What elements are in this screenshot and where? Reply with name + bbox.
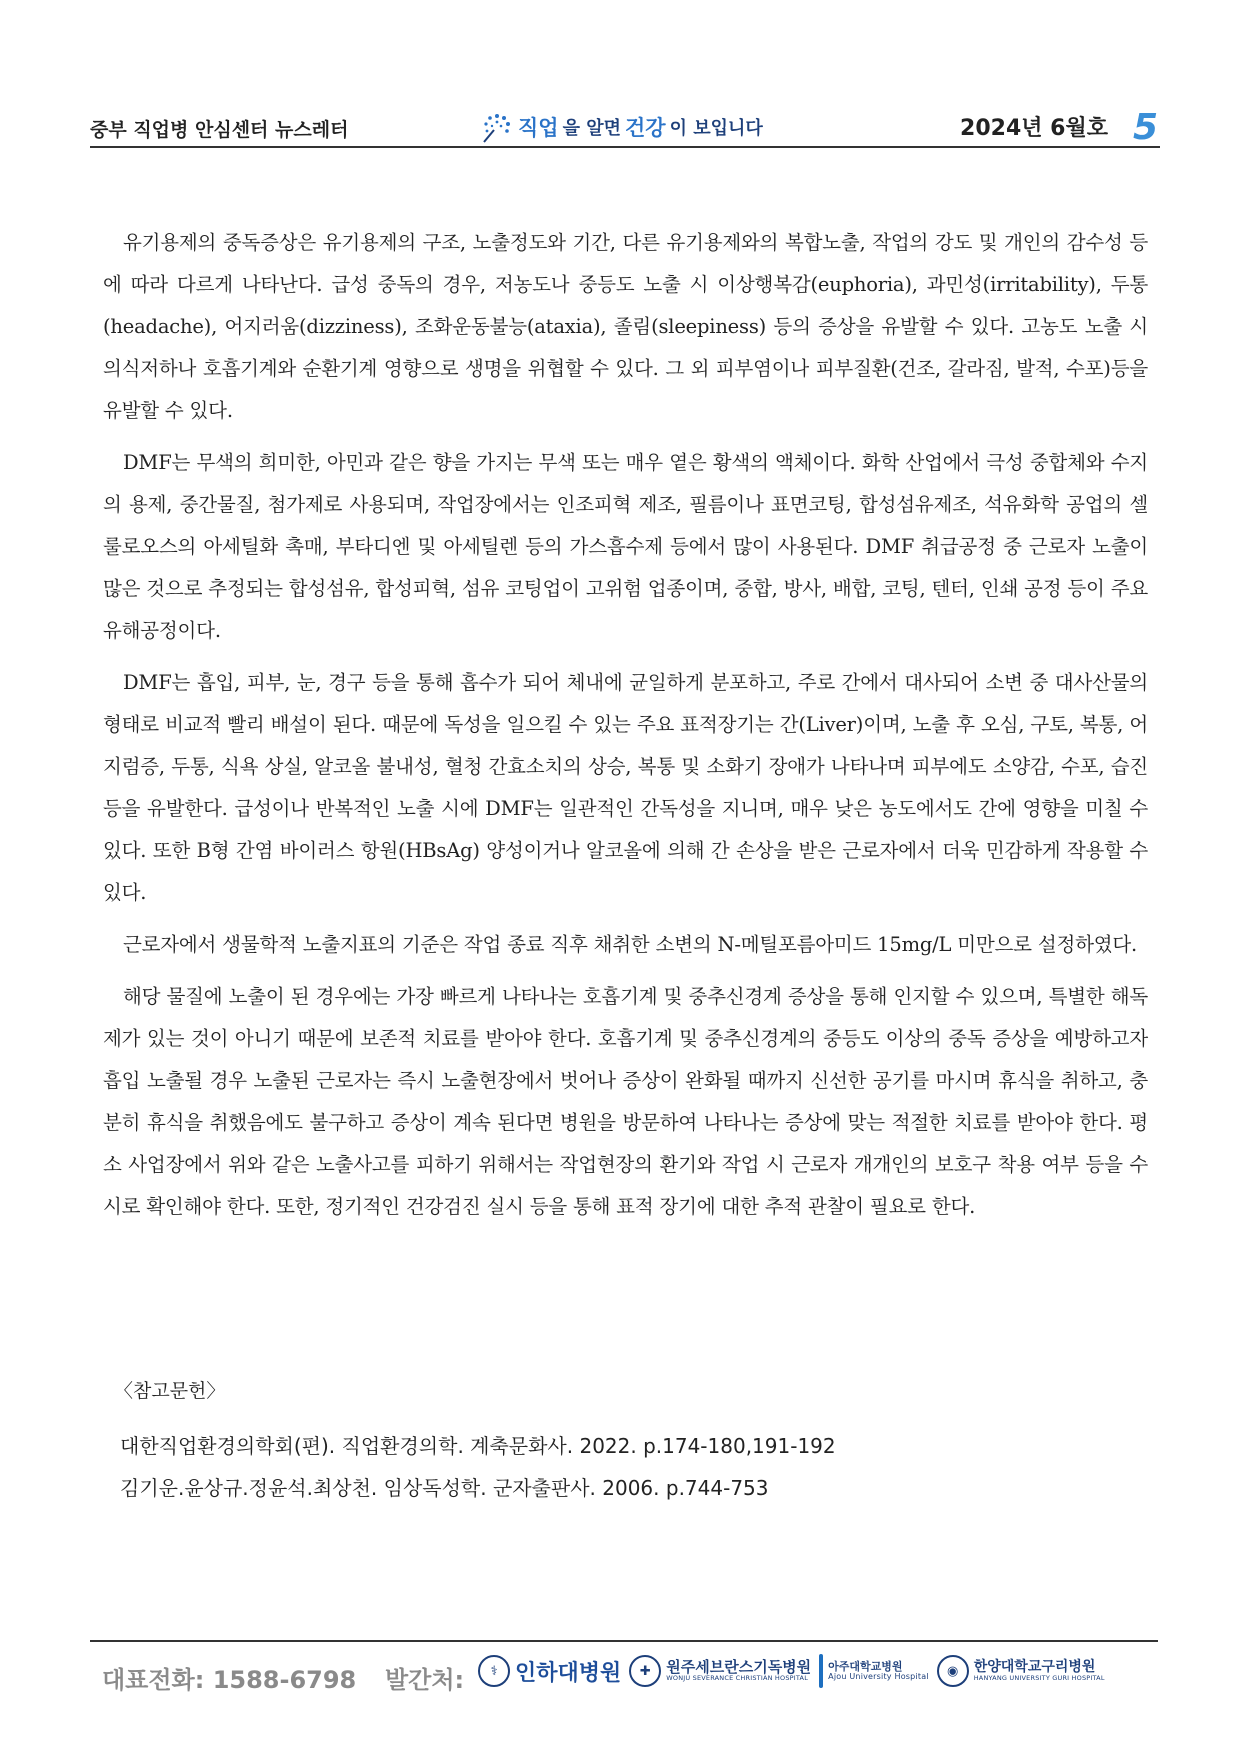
wonju-hospital-name-en: WONJU SEVERANCE CHRISTIAN HOSPITAL	[666, 1674, 809, 1683]
reference-item: 김기운.윤상규.정윤석.최상천. 임상독성학. 군자출판사. 2006. p.744-753	[120, 1476, 769, 1500]
slogan-word-health: 건강	[625, 116, 666, 140]
paragraph-exposure-index: 근로자에서 생물학적 노출지표의 기준은 작업 종료 직후 채취한 소변의 N-메틸포름아미드 15mg/L 미만으로 설정하였다.	[123, 933, 1138, 956]
page-header	[90, 100, 1160, 148]
hanyang-emblem-icon: ◉	[937, 1655, 969, 1687]
issue-date: 2024년 6월호	[960, 116, 1108, 141]
page-footer	[90, 1640, 1158, 1704]
slogan-word-job: 직업	[518, 116, 559, 140]
inha-hospital-logo	[478, 1655, 621, 1687]
phone-contact	[102, 1660, 356, 1695]
publisher-label: 발간처:	[385, 1666, 465, 1694]
paragraph-solvent-symptoms: 유기용제의 중독증상은 유기용제의 구조, 노출정도와 기간, 다른 유기용제와의 복합노출, 작업의 강도 및 개인의 감수성 등에 따라 다르게 나타난다. 급성 중독의 경우, 저농도나 중등도 노출 시 이상행복감(euphoria), 과민성(irritability), 두통(headache), 어지러움(dizziness), 조화운동불능(ataxia), 졸림(sleepiness) 등의 증상을 유발할 수 있다. 고농도 노출 시 의식저하나 호흡기계와 순환기계 영향으로 생명을 위협할 수 있다. 그 외 피부염이나 피부질환(건조, 갈라짐, 발적, 수포)등을 유발할 수 있다.	[103, 231, 1148, 422]
references-title: 〈참고문헌〉	[114, 1380, 226, 1402]
hanyang-hospital-name-en: HANYANG UNIVERSITY GURI HOSPITAL	[973, 1673, 1105, 1682]
references	[110, 1376, 1110, 1515]
slogan-text-1: 을 알면	[562, 118, 622, 139]
article-body	[103, 222, 1148, 1238]
slogan	[480, 110, 763, 144]
hanyang-guri-logo	[937, 1655, 1105, 1687]
slogan-text-2: 이 보입니다	[669, 118, 763, 139]
inha-hospital-name: 인하대병원	[515, 1660, 622, 1686]
hanyang-hospital-name: 한양대학교구리병원	[973, 1659, 1096, 1676]
ajou-emblem-icon	[819, 1654, 823, 1688]
publisher-logos	[478, 1654, 1105, 1688]
ajou-hospital-name: 아주대학교병원	[828, 1660, 903, 1674]
ajou-hospital-logo	[819, 1654, 929, 1688]
paragraph-dmf-toxicity: DMF는 흡입, 피부, 눈, 경구 등을 통해 흡수가 되어 체내에 균일하게 분포하고, 주로 간에서 대사되어 소변 중 대사산물의 형태로 비교적 빨리 배설이 된다. 때문에 독성을 일으킬 수 있는 주요 표적장기는 간(Liver)이며, 노출 후 오심, 구토, 복통, 어지럼증, 두통, 식욕 상실, 알코올 불내성, 혈청 간효소치의 상승, 복통 및 소화기 장애가 나타나며 피부에도 소양감, 수포, 습진 등을 유발한다. 급성이나 반복적인 노출 시에 DMF는 일관적인 간독성을 지니며, 매우 낮은 농도에서도 간에 영향을 미칠 수 있다. 또한 B형 간염 바이러스 항원(HBsAg) 양성이거나 알코올에 의해 간 손상을 받은 근로자에서 더욱 민감하게 작용할 수 있다.	[103, 671, 1148, 904]
wonju-hospital-name: 원주세브란스기독병원	[666, 1657, 812, 1676]
inha-emblem-icon: ⚕	[478, 1655, 510, 1687]
reference-item: 대한직업환경의학회(편). 직업환경의학. 계축문화사. 2022. p.174-180,191-192	[120, 1434, 836, 1458]
wonju-severance-logo	[629, 1655, 811, 1687]
ajou-hospital-name-en: Ajou University Hospital	[828, 1671, 929, 1681]
sparkle-burst-icon	[480, 110, 514, 144]
paragraph-treatment: 해당 물질에 노출이 된 경우에는 가장 빠르게 나타나는 호흡기계 및 중추신경계 증상을 통해 인지할 수 있으며, 특별한 해독제가 있는 것이 아니기 때문에 보존적 치료를 받아야 한다. 호흡기계 및 중추신경계의 중등도 이상의 중독 증상을 예방하고자 흡입 노출될 경우 노출된 근로자는 즉시 노출현장에서 벗어나 증상이 완화될 때까지 신선한 공기를 마시며 휴식을 취하고, 충분히 휴식을 취했음에도 불구하고 증상이 계속 된다면 병원을 방문하여 나타나는 증상에 맞는 적절한 치료를 받아야 한다. 평소 사업장에서 위와 같은 노출사고를 피하기 위해서는 작업현장의 환기와 작업 시 근로자 개개인의 보호구 착용 여부 등을 수시로 확인해야 한다. 또한, 정기적인 건강검진 실시 등을 통해 표적 장기에 대한 추적 관찰이 필요로 한다.	[103, 985, 1148, 1218]
newsletter-title: 중부 직업병 안심센터 뉴스레터	[90, 119, 349, 141]
paragraph-dmf-uses: DMF는 무색의 희미한, 아민과 같은 향을 가지는 무색 또는 매우 옅은 황색의 액체이다. 화학 산업에서 극성 중합체와 수지의 용제, 중간물질, 첨가제로 사용되며, 작업장에서는 인조피혁 제조, 필름이나 표면코팅, 합성섬유제조, 석유화학 공업의 셀룰로오스의 아세틸화 촉매, 부타디엔 및 아세틸렌 등의 가스흡수제 등에서 많이 사용된다. DMF 취급공정 중 근로자 노출이 많은 것으로 추정되는 합성섬유, 합성피혁, 섬유 코팅업이 고위험 업종이며, 중합, 방사, 배합, 코팅, 텐터, 인쇄 공정 등이 주요 유해공정이다.	[103, 451, 1148, 642]
wonju-emblem-icon: ✚	[629, 1655, 661, 1687]
phone-number: 1588-6798	[212, 1666, 357, 1694]
phone-label: 대표전화:	[102, 1666, 213, 1694]
page-number: 5	[1132, 107, 1158, 148]
